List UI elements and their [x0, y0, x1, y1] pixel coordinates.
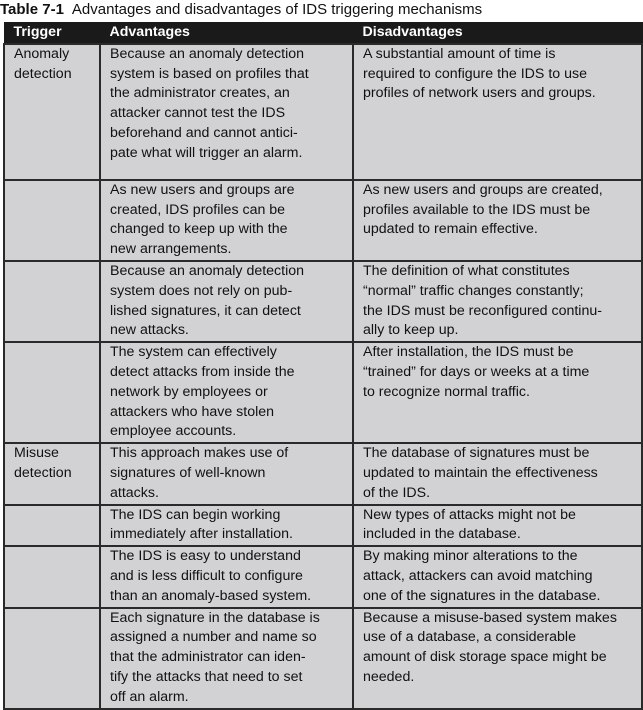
disadvantage-cell: The definition of what constitutes “normal” traffic changes constantly; the IDS must be reconfigured continu- ally to keep up.	[353, 261, 642, 342]
advantage-cell: The IDS is easy to understand and is less difficult to configure than an anomaly-based system.	[100, 546, 353, 607]
trigger-cell: Misuse detection	[4, 443, 100, 504]
ids-triggering-table	[3, 22, 643, 710]
advantage-cell: As new users and groups are created, IDS profiles can be changed to keep up with the new arrangements.	[100, 180, 353, 261]
trigger-cell	[4, 261, 100, 342]
disadvantage-cell: After installation, the IDS must be “trained” for days or weeks at a time to recognize normal traffic.	[353, 342, 642, 443]
table-number: Table 7-1	[0, 1, 64, 18]
trigger-cell	[4, 608, 100, 709]
header-disadvantages: Disadvantages	[353, 22, 642, 44]
advantage-cell: This approach makes use of signatures of well-known attacks.	[100, 443, 353, 504]
header-advantages: Advantages	[100, 22, 353, 44]
table-title: Advantages and disadvantages of IDS triggering mechanisms	[71, 1, 483, 18]
table-row	[4, 261, 642, 342]
table-row	[4, 608, 642, 709]
advantage-cell: Because an anomaly detection system is based on profiles that the administrator creates, an attacker cannot test the IDS beforehand and cannot antici- pate what will trigger an alarm.	[100, 44, 353, 180]
advantage-cell: The system can effectively detect attacks from inside the network by employees or attackers who have stolen employee accounts.	[100, 342, 353, 443]
advantage-cell: Each signature in the database is assigned a number and name so that the administrator can iden- tify the attacks that need to set off an alarm.	[100, 608, 353, 709]
trigger-cell	[4, 342, 100, 443]
table-row	[4, 505, 642, 547]
trigger-cell	[4, 546, 100, 607]
advantage-cell: Because an anomaly detection system does not rely on pub- lished signatures, it can detect new attacks.	[100, 261, 353, 342]
table-row	[4, 546, 642, 607]
table-row	[4, 44, 642, 180]
disadvantage-cell: The database of signatures must be updated to maintain the effectiveness of the IDS.	[353, 443, 642, 504]
header-trigger: Trigger	[4, 22, 100, 44]
trigger-cell: Anomaly detection	[4, 44, 100, 180]
disadvantage-cell: A substantial amount of time is required to configure the IDS to use profiles of network users and groups.	[353, 44, 642, 180]
advantage-cell: The IDS can begin working immediately after installation.	[100, 505, 353, 547]
trigger-cell	[4, 180, 100, 261]
disadvantage-cell: By making minor alterations to the attack, attackers can avoid matching one of the signatures in the database.	[353, 546, 642, 607]
disadvantage-cell: Because a misuse-based system makes use of a database, a considerable amount of disk storage space might be needed.	[353, 608, 642, 709]
trigger-cell	[4, 505, 100, 547]
header-row	[4, 22, 642, 44]
table-row	[4, 180, 642, 261]
disadvantage-cell: New types of attacks might not be included in the database.	[353, 505, 642, 547]
table-row	[4, 342, 642, 443]
disadvantage-cell: As new users and groups are created, profiles available to the IDS must be updated to remain effective.	[353, 180, 642, 261]
table-caption	[0, 0, 643, 22]
table-row	[4, 443, 642, 504]
